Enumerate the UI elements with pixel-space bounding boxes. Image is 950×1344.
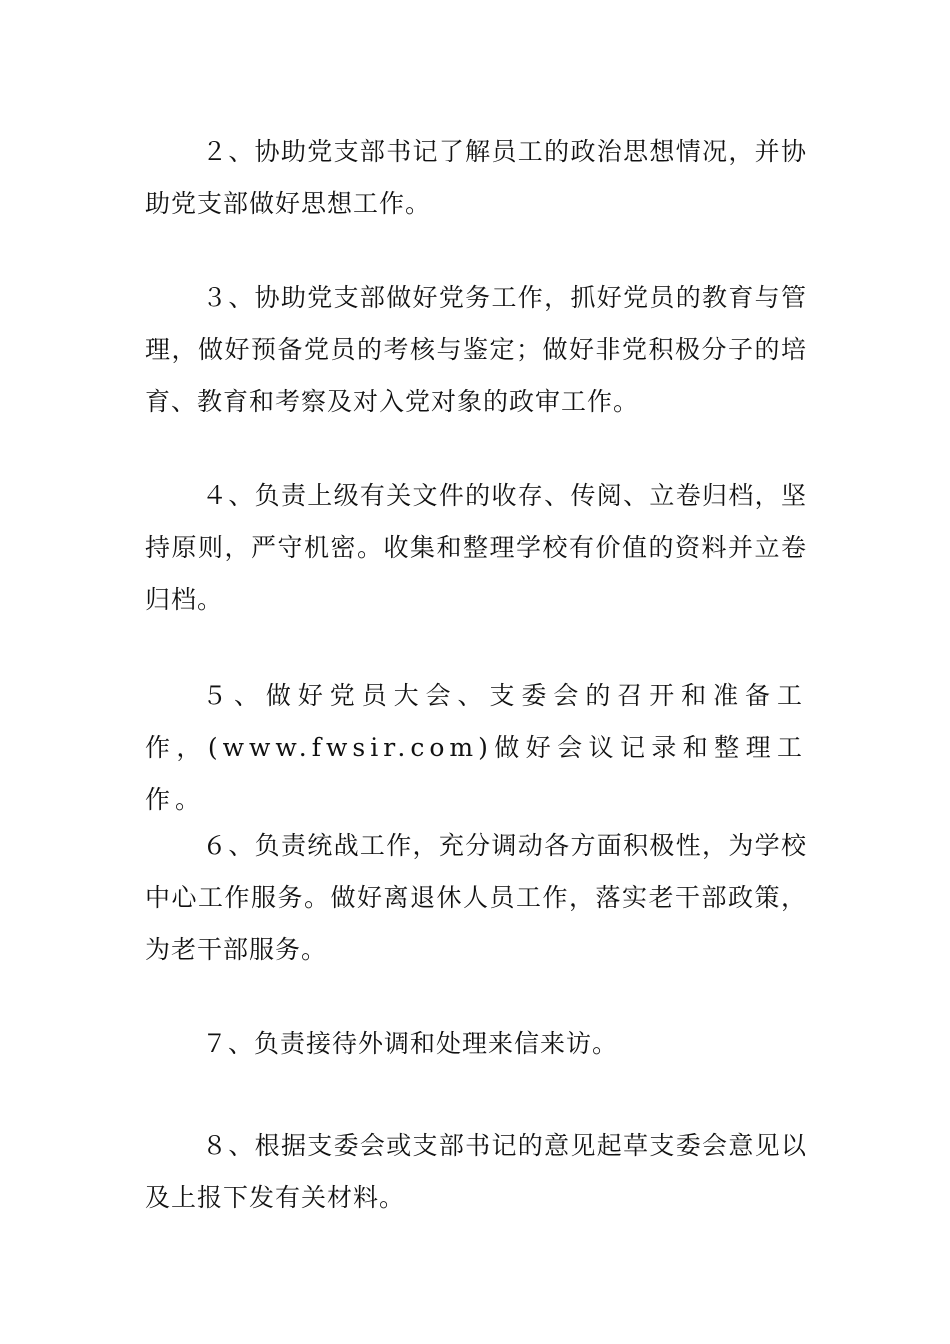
paragraph-item-5: ５、做好党员大会、支委会的召开和准备工作，(www.fwsir.com)做好会议记录和整理工作。 bbox=[145, 681, 807, 814]
paragraph-item-6: ６、负责统战工作，充分调动各方面积极性，为学校中心工作服务。做好离退休人员工作，落实老干部政策，为老干部服务。 bbox=[145, 831, 807, 964]
paragraph-item-7: ７、负责接待外调和处理来信来访。 bbox=[202, 1029, 619, 1058]
paragraph-item-2: ２、协助党支部书记了解员工的政治思想情况，并协助党支部做好思想工作。 bbox=[145, 137, 807, 218]
paragraph-item-8: ８、根据支委会或支部书记的意见起草支委会意见以及上报下发有关材料。 bbox=[145, 1131, 807, 1212]
paragraph-item-3: ３、协助党支部做好党务工作，抓好党员的教育与管理，做好预备党员的考核与鉴定；做好非党积极分子的培育、教育和考察及对入党对象的政审工作。 bbox=[145, 283, 807, 416]
paragraph-item-4: ４、负责上级有关文件的收存、传阅、立卷归档，坚持原则，严守机密。收集和整理学校有价值的资料并立卷归档。 bbox=[145, 481, 807, 614]
